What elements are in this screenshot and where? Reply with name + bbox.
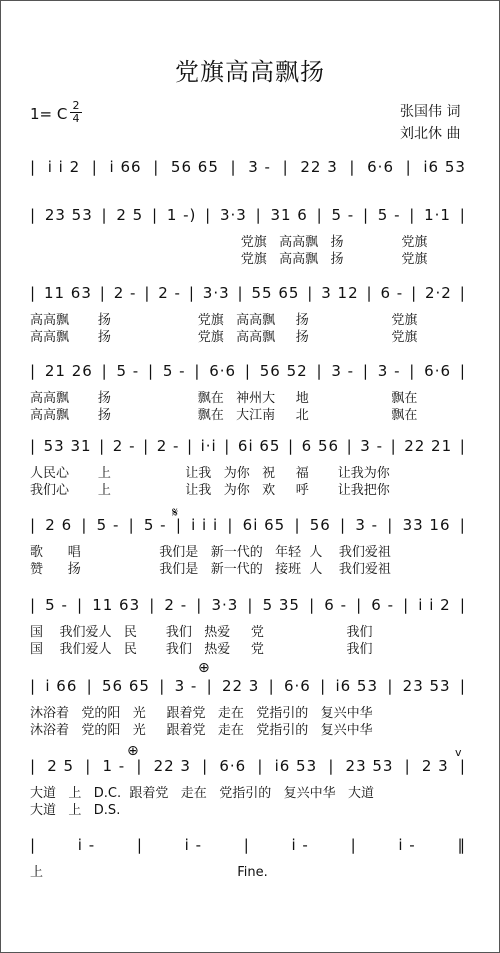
measure: 2·2 — [425, 284, 452, 302]
measure: 22 3 — [153, 757, 191, 775]
barline: | — [350, 836, 357, 854]
barline: | — [30, 516, 37, 534]
measure: 56 65 — [102, 677, 150, 695]
barline: | — [255, 206, 262, 224]
measure: 11 63 — [43, 284, 92, 302]
measure: 3 - — [377, 362, 401, 380]
barline: | — [101, 206, 108, 224]
barline: | — [340, 516, 347, 534]
key-signature: 1= C — [30, 105, 68, 123]
measure: 6 - — [371, 596, 395, 614]
barline: | — [366, 284, 373, 302]
barline: | — [101, 362, 108, 380]
barline: | — [77, 596, 84, 614]
measure: 1 -) — [166, 206, 197, 224]
barline: | — [175, 516, 182, 534]
measure: 6·6 — [219, 757, 247, 775]
lyric-line: 高高飘 扬 飘在 神州大 地 飘在 — [30, 391, 418, 406]
measure: 5 - — [45, 596, 68, 614]
barline: | — [30, 362, 37, 380]
barline: | — [294, 516, 301, 534]
measure: 5 - — [116, 362, 140, 380]
measure: 6·6 — [367, 158, 394, 176]
barline: | — [202, 757, 209, 775]
barline: | — [316, 362, 323, 380]
barline: | — [206, 677, 213, 695]
measure: 56 52 — [259, 362, 308, 380]
measure: 3·3 — [211, 596, 239, 614]
barline: | — [99, 437, 106, 455]
lyric-line: 国 我们爱人 民 我们 热爱 党 我们 — [30, 642, 373, 657]
measure: 11 63 — [92, 596, 141, 614]
barline: | — [247, 596, 254, 614]
notation-line-3 — [30, 284, 466, 302]
lyric-line: 国 我们爱人 民 我们 热爱 党 我们 — [30, 625, 373, 640]
measure: i i 2 — [47, 158, 81, 176]
barline: | — [152, 206, 159, 224]
measure: 6i 65 — [242, 516, 286, 534]
barline: | — [459, 206, 466, 224]
notation-line-2 — [30, 206, 466, 224]
measure: 6 56 — [301, 437, 340, 455]
measure: 5 - — [96, 516, 120, 534]
measure: 22 3 — [221, 677, 260, 695]
barline: | — [387, 677, 394, 695]
barline: | — [288, 437, 295, 455]
measure: 1 - — [102, 757, 126, 775]
notation-line-4 — [30, 362, 466, 380]
barline: | — [387, 516, 394, 534]
lyric-line: 沐浴着 党的阳 光 跟着党 走在 党指引的 复兴中华 — [30, 706, 373, 721]
measure: 3 - — [174, 677, 198, 695]
lyric-line: 高高飘 扬 飘在 大江南 北 飘在 — [30, 408, 418, 423]
barline: | — [159, 677, 166, 695]
barline: | — [196, 596, 203, 614]
lyric-line: 上 Fine. — [30, 865, 268, 880]
measure: 22 21 — [404, 437, 453, 455]
barline: | — [81, 516, 88, 534]
barline: | — [316, 206, 323, 224]
barline: | — [257, 757, 264, 775]
notation-line-5 — [30, 437, 466, 455]
barline: | — [244, 362, 251, 380]
measure: i - — [77, 836, 96, 854]
barline: | — [30, 158, 37, 176]
measure: 2 - — [112, 437, 136, 455]
barline: | — [404, 757, 411, 775]
measure: i - — [184, 836, 202, 854]
time-signature — [70, 100, 82, 125]
barline: | — [459, 437, 466, 455]
measure: 23 53 — [345, 757, 394, 775]
barline: | — [143, 437, 150, 455]
measure: 2 6 — [45, 516, 73, 534]
measure: 1·1 — [424, 206, 451, 224]
measure: 3 12 — [321, 284, 359, 302]
barline: | — [30, 677, 37, 695]
lyric-line: 歌 唱 我们是 新一代的 年轻 人 我们爱祖 — [30, 545, 391, 560]
barline: | — [136, 757, 143, 775]
barline: | — [30, 757, 37, 775]
barline: | — [188, 284, 195, 302]
barline: | — [30, 206, 37, 224]
barline: | — [30, 836, 37, 854]
measure: 31 6 — [270, 206, 308, 224]
barline: | — [309, 596, 316, 614]
measure: 3 - — [355, 516, 379, 534]
measure: 22 3 — [300, 158, 338, 176]
final-barline: ‖ — [457, 836, 466, 854]
lyricist-credit: 张国伟 词 — [400, 104, 461, 120]
measure: 2 - — [113, 284, 137, 302]
barline: | — [136, 836, 143, 854]
barline: | — [153, 158, 160, 176]
measure: 6·6 — [283, 677, 311, 695]
measure: 3 - — [248, 158, 271, 176]
measure: 2 5 — [47, 757, 75, 775]
song-title: 党旗高高飘扬 — [175, 58, 325, 86]
measure: 5 - — [377, 206, 401, 224]
coda-icon: ⊕ — [198, 660, 210, 676]
measure: 2 - — [158, 284, 181, 302]
barline: | — [411, 284, 418, 302]
measure: 33 16 — [402, 516, 451, 534]
composer-credit: 刘北休 曲 — [400, 126, 461, 142]
barline: | — [149, 596, 156, 614]
barline: | — [362, 206, 370, 224]
lyric-line: 党旗 高高飘 扬 党旗 — [30, 252, 428, 267]
barline: | — [243, 836, 250, 854]
measure: 53 31 — [43, 437, 92, 455]
barline: | — [205, 206, 212, 224]
barline: | — [362, 362, 369, 380]
measure: i 66 — [45, 677, 78, 695]
barline: | — [99, 284, 106, 302]
measure: 6i 65 — [237, 437, 281, 455]
measure: 23 53 — [402, 677, 451, 695]
measure: i6 53 — [335, 677, 379, 695]
barline: | — [86, 677, 93, 695]
measure: 6 - — [324, 596, 347, 614]
notation-line-8 — [30, 677, 466, 695]
measure: 5 - — [331, 206, 355, 224]
lyric-line: 高高飘 扬 党旗 高高飘 扬 党旗 — [30, 330, 418, 345]
measure: 2 - — [156, 437, 180, 455]
measure: 3 - — [360, 437, 383, 455]
measure: 56 65 — [170, 158, 219, 176]
barline: | — [328, 757, 335, 775]
measure: i6 53 — [274, 757, 318, 775]
barline: | — [227, 516, 234, 534]
notation-line-1 — [30, 158, 466, 176]
lyric-line: 高高飘 扬 党旗 高高飘 扬 党旗 — [30, 313, 418, 328]
measure: i·i — [200, 437, 217, 455]
measure: 3 - — [331, 362, 355, 380]
barline: | — [30, 596, 37, 614]
measure: i i i — [191, 516, 219, 534]
notation-line-6 — [30, 516, 466, 534]
measure: 2 3 — [421, 757, 449, 775]
measure: i 66 — [109, 158, 142, 176]
measure: i6 53 — [423, 158, 466, 176]
coda-icon-2: ⊕ — [127, 743, 139, 759]
measure: 5 35 — [262, 596, 300, 614]
barline: | — [224, 437, 231, 455]
barline: | — [459, 677, 466, 695]
barline: | — [459, 757, 466, 775]
barline: | — [194, 362, 201, 380]
barline: | — [144, 284, 151, 302]
barline: | — [390, 437, 397, 455]
measure: 3·3 — [202, 284, 230, 302]
measure: 55 65 — [251, 284, 300, 302]
meter-numerator: 2 — [72, 99, 80, 112]
meter-denominator: 4 — [70, 112, 82, 125]
barline: | — [30, 284, 37, 302]
barline: | — [320, 677, 327, 695]
breath-mark-icon: v — [455, 746, 462, 759]
barline: | — [128, 516, 135, 534]
measure: 2 5 — [116, 206, 144, 224]
measure: 21 26 — [44, 362, 93, 380]
barline: | — [30, 437, 37, 455]
barline: | — [148, 362, 155, 380]
lyric-line: 赞 扬 我们是 新一代的 接班 人 我们爱祖 — [30, 562, 391, 577]
barline: | — [307, 284, 314, 302]
barline: | — [459, 362, 466, 380]
measure: 3·3 — [220, 206, 247, 224]
barline: | — [85, 757, 92, 775]
lyric-line: 大道 上 D.C. 跟着党 走在 党指引的 复兴中华 大道 — [30, 786, 374, 801]
barline: | — [268, 677, 275, 695]
measure: 23 53 — [44, 206, 93, 224]
lyric-line: 大道 上 D.S. — [30, 803, 121, 818]
barline: | — [409, 362, 416, 380]
measure: i - — [291, 836, 309, 854]
measure: 5 - — [162, 362, 186, 380]
barline: | — [349, 158, 356, 176]
barline: | — [459, 516, 466, 534]
measure: 5 - — [143, 516, 167, 534]
barline: | — [459, 596, 466, 614]
measure: 6·6 — [209, 362, 237, 380]
barline: | — [186, 437, 194, 455]
measure: 56 — [309, 516, 331, 534]
measure: 6·6 — [424, 362, 452, 380]
barline: | — [409, 206, 416, 224]
barline: | — [91, 158, 98, 176]
notation-line-7 — [30, 596, 466, 614]
barline: | — [459, 284, 466, 302]
barline: | — [356, 596, 363, 614]
barline: | — [403, 596, 410, 614]
barline: | — [346, 437, 353, 455]
measure: i i 2 — [418, 596, 451, 614]
lyric-line: 沐浴着 党的阳 光 跟着党 走在 党指引的 复兴中华 — [30, 723, 373, 738]
lyric-line: 党旗 高高飘 扬 党旗 — [30, 235, 428, 250]
barline: | — [230, 158, 237, 176]
measure: 6 - — [380, 284, 404, 302]
notation-line-10 — [30, 836, 466, 854]
lyric-line: 我们心 上 让我 为你 欢 呼 让我把你 — [30, 483, 390, 498]
barline: | — [282, 158, 289, 176]
notation-line-9 — [30, 757, 466, 775]
lyric-line: 人民心 上 让我 为你 祝 福 让我为你 — [30, 466, 390, 481]
measure: i - — [398, 836, 416, 854]
barline: | — [405, 158, 412, 176]
barline: | — [237, 284, 244, 302]
segno-icon: 𝄋 — [172, 505, 179, 521]
measure: 2 - — [164, 596, 188, 614]
